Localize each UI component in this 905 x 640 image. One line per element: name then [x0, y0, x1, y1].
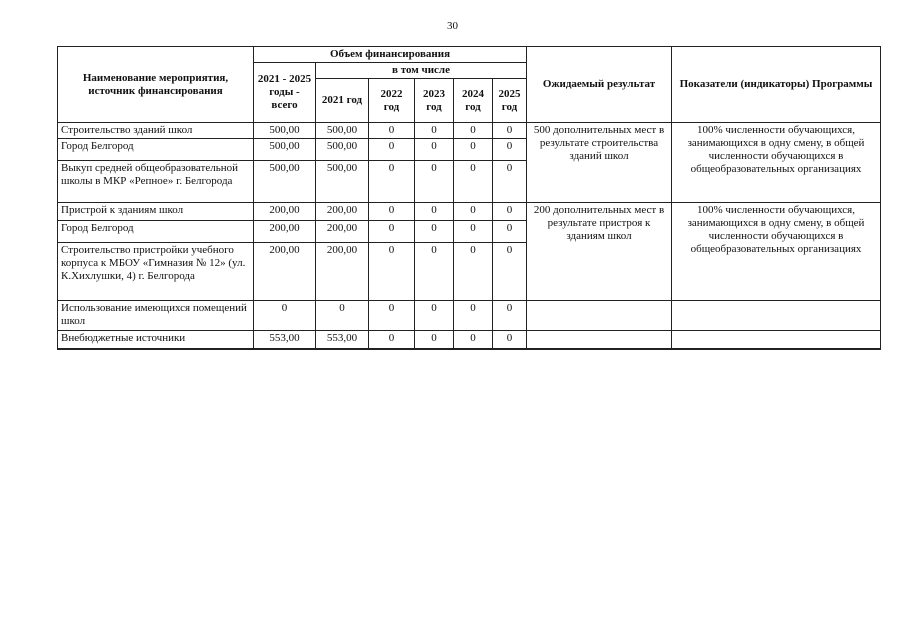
expected-result: 500 дополнительных мест в результате строительства зданий школ [527, 123, 672, 203]
row-y2021: 553,00 [316, 331, 369, 349]
row-y2022: 0 [369, 221, 415, 243]
expected-result-empty [527, 331, 672, 349]
row-y2024: 0 [454, 221, 493, 243]
row-y2024: 0 [454, 203, 493, 221]
row-y2023: 0 [415, 331, 454, 349]
table-row [58, 203, 881, 221]
row-y2023: 0 [415, 161, 454, 203]
expected-result: 200 дополнительных мест в результате пристроя к зданиям школ [527, 203, 672, 301]
row-y2021: 0 [316, 301, 369, 331]
row-total: 500,00 [254, 139, 316, 161]
row-y2025: 0 [493, 139, 527, 161]
row-y2025: 0 [493, 221, 527, 243]
row-y2024: 0 [454, 331, 493, 349]
row-total: 200,00 [254, 221, 316, 243]
row-name: Внебюджетные источники [58, 331, 254, 349]
row-y2022: 0 [369, 301, 415, 331]
row-total: 0 [254, 301, 316, 331]
table-row [58, 301, 881, 331]
row-y2021: 500,00 [316, 161, 369, 203]
header-y2022: 2022 год [369, 79, 415, 123]
table-row [58, 123, 881, 139]
table-row [58, 331, 881, 349]
row-y2023: 0 [415, 301, 454, 331]
row-name: Выкуп средней общеобразовательной школы в МКР «Репное» г. Белгорода [58, 161, 254, 203]
row-total: 553,00 [254, 331, 316, 349]
row-y2022: 0 [369, 331, 415, 349]
row-name: Город Белгород [58, 139, 254, 161]
row-y2025: 0 [493, 123, 527, 139]
row-y2024: 0 [454, 161, 493, 203]
row-y2024: 0 [454, 123, 493, 139]
row-y2022: 0 [369, 243, 415, 301]
row-y2025: 0 [493, 161, 527, 203]
row-y2023: 0 [415, 139, 454, 161]
row-y2025: 0 [493, 301, 527, 331]
row-y2025: 0 [493, 331, 527, 349]
row-name: Использование имеющихся помещений школ [58, 301, 254, 331]
header-name: Наименование мероприятия, источник финансирования [58, 47, 254, 123]
row-y2022: 0 [369, 139, 415, 161]
row-y2023: 0 [415, 123, 454, 139]
row-y2022: 0 [369, 123, 415, 139]
row-name: Город Белгород [58, 221, 254, 243]
expected-result-empty [527, 301, 672, 331]
header-funding: Объем финансирования [254, 47, 527, 63]
row-y2021: 200,00 [316, 203, 369, 221]
header-y2023: 2023 год [415, 79, 454, 123]
program-indicator-empty [672, 331, 881, 349]
program-indicator-empty [672, 301, 881, 331]
program-indicator: 100% численности обучающихся, занимающихся в одну смену, в общей численности обучающихся в общеобразовательных организациях [672, 123, 881, 203]
page-number: 30 [447, 20, 458, 32]
row-y2023: 0 [415, 243, 454, 301]
row-total: 500,00 [254, 161, 316, 203]
row-y2023: 0 [415, 221, 454, 243]
header-y2024: 2024 год [454, 79, 493, 123]
row-y2021: 500,00 [316, 123, 369, 139]
header-including: в том числе [316, 63, 527, 79]
row-y2021: 200,00 [316, 221, 369, 243]
header-y2025: 2025 год [493, 79, 527, 123]
row-total: 500,00 [254, 123, 316, 139]
header-indicators: Показатели (индикаторы) Программы [672, 47, 881, 123]
row-y2025: 0 [493, 243, 527, 301]
row-y2023: 0 [415, 203, 454, 221]
row-y2022: 0 [369, 203, 415, 221]
header-y2021: 2021 год [316, 79, 369, 123]
financing-table [57, 46, 881, 350]
row-y2024: 0 [454, 301, 493, 331]
row-name: Строительство пристройки учебного корпуса к МБОУ «Гимназия № 12» (ул. К.Хихлушки, 4) г. Белгорода [58, 243, 254, 301]
row-y2022: 0 [369, 161, 415, 203]
header-result: Ожидаемый результат [527, 47, 672, 123]
row-y2025: 0 [493, 203, 527, 221]
row-name: Пристрой к зданиям школ [58, 203, 254, 221]
header-total: 2021 - 2025 годы - всего [254, 63, 316, 123]
program-indicator: 100% численности обучающихся, занимающихся в одну смену, в общей численности обучающихся в общеобразовательных организациях [672, 203, 881, 301]
row-total: 200,00 [254, 203, 316, 221]
row-y2024: 0 [454, 243, 493, 301]
row-y2021: 500,00 [316, 139, 369, 161]
row-name: Строительство зданий школ [58, 123, 254, 139]
row-total: 200,00 [254, 243, 316, 301]
row-y2021: 200,00 [316, 243, 369, 301]
row-y2024: 0 [454, 139, 493, 161]
